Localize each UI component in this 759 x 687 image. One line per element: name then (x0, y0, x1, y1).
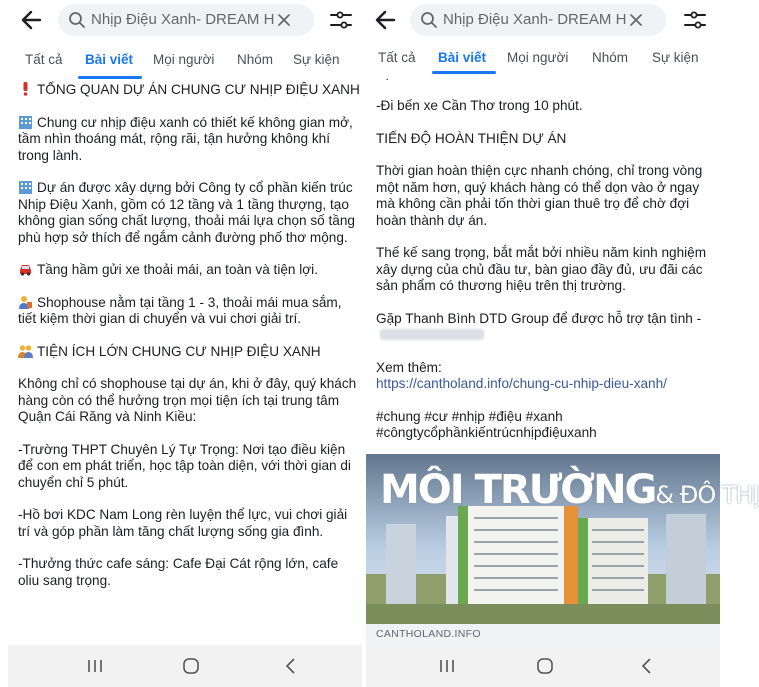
post-paragraph: Không chỉ có shophouse tại dự án, khi ở đây, quý khách hàng còn có thể hưởng trọn mọi tiện ích tại trung tâm Quận Cái Răng và Ninh Kiều: (18, 376, 357, 424)
search-header (8, 0, 368, 42)
post-paragraph: Dự án được xây dựng bởi Công ty cổ phần kiến trúc Nhịp Điệu Xanh, gồm có 12 tầng và 1 tầng thượng, tạo không gian sống chất lượng, thoải mái lựa chọn số tầng phù hợp sở thích để ngắm cảnh đường phố thơ mộng. (18, 180, 355, 245)
android-nav-bar (366, 645, 720, 687)
post-paragraph (376, 360, 714, 393)
active-tab-indicator (432, 71, 496, 74)
tab-posts[interactable]: Bài viết (438, 50, 487, 65)
tab-groups[interactable]: Nhóm (592, 50, 629, 65)
post-paragraph: -Trường THPT Chuyên Lý Tự Trọng: Nơi tạo điều kiện để con em phát triển, học tập toàn diện, với thời gian di chuyển chỉ 5 phút. (18, 441, 351, 490)
recent-apps-icon[interactable] (436, 657, 458, 675)
exclamation-icon (18, 82, 33, 96)
back-arrow-icon[interactable] (18, 6, 46, 34)
post-paragraph: -Đi bến xe Cần Thơ trong 10 phút. (376, 98, 583, 113)
search-icon (420, 11, 438, 29)
tab-all[interactable]: Tất cả (25, 52, 63, 67)
search-query[interactable]: Nhịp Điệu Xanh- DREAM H (91, 11, 275, 28)
tab-events[interactable]: Sự kiện (652, 50, 699, 65)
left-screen (8, 0, 368, 687)
shopping-icon (18, 295, 33, 309)
search-query[interactable]: Nhịp Điệu Xanh- DREAM H (443, 11, 627, 28)
post-paragraph: Thời gian hoàn thiện cực nhanh chóng, chỉ trong vòng một năm hơn, quý khách hàng có thể dọn vào ở ngay mà không cần phải tốn thời gian thuê trọ để chờ đợi hoàn thành dự án. (376, 163, 703, 228)
filter-sliders-icon[interactable] (682, 8, 708, 32)
link-preview-image[interactable] (366, 454, 759, 624)
right-screen (366, 0, 759, 687)
tab-people[interactable]: Mọi người (507, 50, 569, 65)
android-nav-bar (8, 645, 362, 687)
search-input[interactable] (58, 4, 314, 36)
office-building-icon (18, 115, 33, 129)
hashtags: #chung #cư #nhịp #điệu #xanh #côngtycổphầnkiếntrúcnhịpđiệuxanh (376, 408, 597, 440)
post-paragraph: TỔNG QUAN DỰ ÁN CHUNG CƯ NHỊP ĐIỆU XANH (18, 82, 360, 99)
back-arrow-icon[interactable] (372, 6, 400, 34)
office-building-icon (18, 180, 33, 194)
post-paragraph: TIẾN ĐỘ HOÀN THIỆN DỰ ÁN (376, 130, 567, 146)
car-icon (18, 262, 33, 276)
search-header (366, 0, 720, 42)
filter-tabs (366, 44, 720, 78)
people-icon (18, 344, 33, 358)
nav-back-icon[interactable] (280, 657, 302, 675)
post-body (18, 82, 360, 629)
post-body (376, 98, 714, 447)
tab-all[interactable]: Tất cả (378, 50, 416, 65)
recent-apps-icon[interactable] (84, 657, 106, 675)
post-paragraph: TIỆN ÍCH LỚN CHUNG CƯ NHỊP ĐIỆU XANH (18, 344, 360, 361)
post-paragraph: Chung cư nhịp điệu xanh có thiết kế không gian mở, tầm nhìn thoáng mát, rộng rãi, tận hưởng không khí trong lành. (18, 114, 353, 163)
post-paragraph: -Hồ bơi KDC Nam Long rèn luyện thể lực, vui chơi giải trí và góp phần làm tăng chất lượng sống gia đình. (18, 507, 348, 539)
close-icon[interactable] (628, 12, 644, 28)
search-icon (68, 11, 86, 29)
post-paragraph: Thế kế sang trọng, bắt mắt bởi nhiều năm kinh nghiệm xây dựng của chủ đầu tư, bàn giao đầy đủ, ưu đãi các sản phẩm có thương hiệu trên thị trường. (376, 245, 707, 293)
filter-sliders-icon[interactable] (328, 8, 354, 32)
post-paragraph: Tầng hầm gửi xe thoải mái, an toàn và tiện lợi. (18, 262, 360, 279)
contact-text: Gặp Thanh Bình DTD Group để được hỗ trợ tận tình - (376, 310, 702, 326)
tab-posts[interactable]: Bài viết (85, 52, 134, 67)
redacted-phone (380, 329, 484, 340)
link-domain: CANTHOLAND.INFO (376, 628, 481, 640)
tab-events[interactable]: Sự kiện (293, 52, 340, 67)
nav-back-icon[interactable] (636, 657, 658, 675)
see-more-link[interactable]: https://cantholand.info/chung-cu-nhip-dieu-xanh/ (376, 376, 667, 391)
home-icon[interactable] (180, 657, 202, 675)
post-paragraph: Shophouse nằm tại tầng 1 - 3, thoải mái mua sắm, tiết kiệm thời gian di chuyển và vui chơi giải trí. (18, 294, 342, 326)
post-paragraph (376, 311, 714, 344)
close-icon[interactable] (276, 12, 292, 28)
tab-groups[interactable]: Nhóm (237, 52, 274, 67)
image-headline: MÔI TRƯỜNG& ĐÔ THỊ (380, 467, 759, 513)
see-more-label: Xem thêm: (376, 359, 442, 375)
tab-people[interactable]: Mọi người (153, 52, 215, 67)
search-input[interactable] (410, 4, 666, 36)
filter-tabs (8, 46, 368, 80)
active-tab-indicator (78, 76, 142, 79)
link-preview-footer[interactable] (366, 624, 720, 645)
home-icon[interactable] (534, 657, 556, 675)
post-paragraph: -Thưởng thức cafe sáng: Cafe Đại Cát rộng lớn, cafe oliu sang trọng. (18, 556, 339, 588)
